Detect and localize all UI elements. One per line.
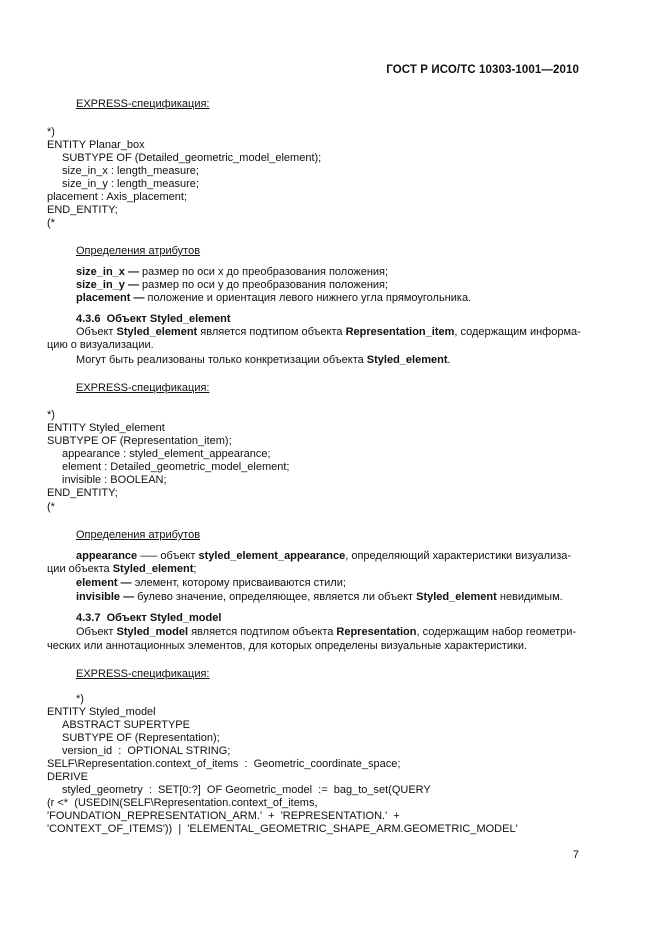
- attribute-definition: [76, 266, 388, 279]
- text-run: Styled_element: [416, 591, 497, 603]
- text-run: .: [447, 354, 451, 366]
- attribute-text: размер по оси y до преобразования положения;: [138, 279, 389, 291]
- attribute-term: size_in_x —: [76, 266, 139, 278]
- code-line: ENTITY Styled_model: [47, 706, 156, 718]
- attribute-text: размер по оси x до преобразования положения;: [138, 266, 389, 278]
- text-run: ции объекта: [47, 563, 113, 575]
- text-run: Styled_element: [366, 354, 448, 366]
- code-line: END_ENTITY;: [47, 204, 118, 216]
- code-line: styled_geometry : SET[0:?] OF Geometric_model := bag_to_set(QUERY: [62, 784, 431, 796]
- attribute-definitions-label: Определения атрибутов: [76, 529, 201, 541]
- text-run: Styled_element: [112, 563, 194, 575]
- attribute-term: element —: [76, 577, 132, 589]
- text-run: Styled_model: [116, 626, 189, 638]
- text-run: Representation: [336, 626, 417, 638]
- code-line: SUBTYPE OF (Representation_item);: [47, 435, 232, 447]
- attribute-definition: [76, 577, 346, 590]
- express-spec-label: EXPRESS-спецификация:: [76, 382, 210, 394]
- attribute-definition: [76, 279, 388, 292]
- code-line: 'FOUNDATION_REPRESENTATION_ARM.' + 'REPRESENTATION.' +: [47, 810, 400, 822]
- code-line: (*: [47, 217, 55, 229]
- paragraph-line: цию о визуализации.: [47, 339, 154, 351]
- code-line: END_ENTITY;: [47, 487, 118, 499]
- attribute-definition: [76, 292, 471, 305]
- text-run: styled_element_appearance: [198, 550, 346, 562]
- code-line: appearance : styled_element_appearance;: [62, 448, 271, 460]
- code-line: *): [76, 693, 84, 705]
- paragraph-line: ческих или аннотационных элементов, для которых определены визуальные характеристики.: [47, 640, 528, 652]
- code-line: 'CONTEXT_OF_ITEMS')) | 'ELEMENTAL_GEOMETRIC_SHAPE_ARM.GEOMETRIC_MODEL': [47, 823, 518, 835]
- document-header: ГОСТ Р ИСО/ТС 10303-1001—2010: [386, 64, 579, 76]
- text-run: булево значение, определяющее, является ли объект: [134, 591, 417, 603]
- code-line: size_in_y : length_measure;: [62, 178, 199, 190]
- text-run: —– объект: [137, 550, 199, 562]
- code-line: size_in_x : length_measure;: [62, 165, 199, 177]
- text-run: является подтипом объекта: [197, 326, 346, 338]
- attribute-text: положение и ориентация левого нижнего угла прямоугольника.: [144, 292, 472, 304]
- text-run: невидимым.: [496, 591, 563, 603]
- attribute-definition-cont: [47, 563, 196, 576]
- text-run: Могут быть реализованы только конкретизации объекта: [76, 354, 367, 366]
- code-line: SELF\Representation.context_of_items : Geometric_coordinate_space;: [47, 758, 401, 770]
- text-run: , содержащим информа-: [454, 326, 581, 338]
- text-run: Объект: [76, 326, 117, 338]
- code-line: *): [47, 409, 55, 421]
- text-run: , содержащим набор геометри-: [416, 626, 577, 638]
- paragraph-line: [76, 354, 451, 367]
- text-run: Styled_element: [116, 326, 198, 338]
- code-line: *): [47, 126, 55, 138]
- code-line: placement : Axis_placement;: [47, 191, 188, 203]
- text-run: является подтипом объекта: [188, 626, 337, 638]
- attribute-definition: [76, 591, 563, 604]
- code-line: element : Detailed_geometric_model_element;: [62, 461, 290, 473]
- paragraph-line: [76, 626, 576, 639]
- code-line: (r <* (USEDIN(SELF\Representation.context_of_items,: [47, 797, 318, 809]
- attribute-definitions-label: Определения атрибутов: [76, 245, 201, 257]
- section-heading: 4.3.6 Объект Styled_element: [76, 313, 231, 325]
- text-run: ;: [193, 563, 197, 575]
- attribute-term: invisible —: [76, 591, 135, 603]
- code-line: ENTITY Styled_element: [47, 422, 165, 434]
- express-spec-label: EXPRESS-спецификация:: [76, 98, 210, 110]
- code-line: (*: [47, 501, 55, 513]
- text-run: элемент, которому присваиваются стили;: [131, 577, 346, 589]
- text-run: , определяющий характеристики визуализа-: [345, 550, 572, 562]
- text-run: Объект: [76, 626, 117, 638]
- code-line: SUBTYPE OF (Representation);: [62, 732, 220, 744]
- page-number: 7: [572, 849, 579, 861]
- attribute-term: appearance: [76, 550, 138, 562]
- attribute-term: placement —: [76, 292, 145, 304]
- paragraph-line: [76, 326, 581, 339]
- text-run: Representation_item: [345, 326, 455, 338]
- code-line: ENTITY Planar_box: [47, 139, 145, 151]
- attribute-term: size_in_y —: [76, 279, 139, 291]
- express-spec-label: EXPRESS-спецификация:: [76, 668, 210, 680]
- code-line: version_id : OPTIONAL STRING;: [62, 745, 231, 757]
- code-line: DERIVE: [47, 771, 88, 783]
- code-line: SUBTYPE OF (Detailed_geometric_model_element);: [62, 152, 322, 164]
- code-line: invisible : BOOLEAN;: [62, 474, 167, 486]
- attribute-definition: [76, 550, 571, 563]
- section-heading: 4.3.7 Объект Styled_model: [76, 612, 222, 624]
- code-line: ABSTRACT SUPERTYPE: [62, 719, 190, 731]
